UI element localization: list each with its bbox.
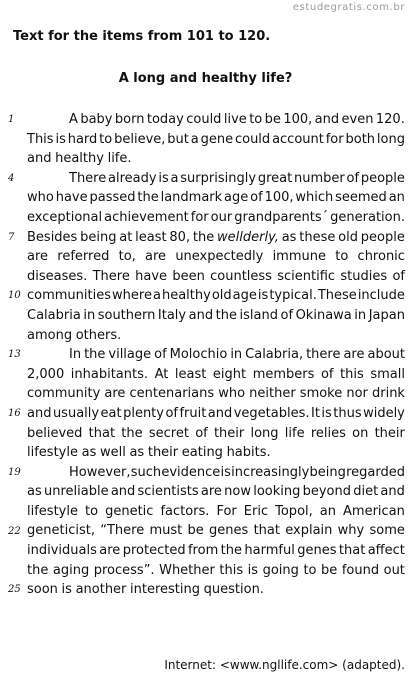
word: believed <box>27 425 83 441</box>
line-number: 7 <box>8 232 15 243</box>
word: grandparents´ <box>234 209 329 225</box>
word: being <box>80 229 117 245</box>
word: 100, <box>264 190 294 206</box>
word: in <box>354 307 367 323</box>
word: Okinawa <box>295 307 352 323</box>
word: of <box>165 405 178 421</box>
word: studies <box>340 268 388 284</box>
word: life. <box>107 151 132 167</box>
word: be <box>321 562 338 578</box>
word: protected <box>122 543 186 559</box>
word: both <box>345 131 376 147</box>
word: aging <box>52 562 90 578</box>
word: question. <box>203 582 264 598</box>
word: countless <box>210 268 272 284</box>
text-line <box>27 404 405 424</box>
word: where <box>112 288 152 304</box>
text-line <box>27 463 405 483</box>
word: there <box>306 347 341 363</box>
word: exceptional <box>27 209 103 225</box>
word: 120. <box>375 112 405 127</box>
word: and <box>110 484 136 500</box>
word: are <box>27 249 49 265</box>
word: their <box>147 445 179 461</box>
word: of <box>320 366 334 382</box>
text-line <box>27 424 405 444</box>
text-line <box>27 228 405 248</box>
word: in <box>83 307 96 323</box>
word: account <box>272 131 324 147</box>
word: found <box>341 562 380 578</box>
text-line <box>27 384 405 404</box>
word: Japan <box>368 307 405 323</box>
word: Molochio <box>169 347 228 363</box>
word: vegetables. <box>233 405 310 421</box>
text-line <box>27 188 405 208</box>
line-number: 19 <box>8 467 21 478</box>
word: For <box>216 503 237 519</box>
word: lifestyle <box>27 445 78 461</box>
word: nor <box>346 386 368 402</box>
word: be <box>264 112 281 127</box>
word: their <box>213 425 245 441</box>
word: include <box>357 288 405 304</box>
word: have <box>135 268 168 284</box>
text-line <box>27 345 405 365</box>
word: evidence <box>161 464 221 480</box>
word: harmful <box>244 543 295 559</box>
line-number: 22 <box>8 526 21 537</box>
text-line <box>27 130 405 150</box>
word: eat <box>100 405 122 421</box>
word: believe, <box>114 131 166 147</box>
text-line <box>27 580 405 600</box>
word: smoke <box>299 386 343 402</box>
word: our <box>210 209 233 225</box>
word: thus <box>333 405 362 421</box>
word: who <box>218 386 246 402</box>
text-line <box>27 149 405 169</box>
word: is <box>55 131 66 147</box>
word: is <box>61 582 72 598</box>
word: There <box>92 268 130 284</box>
word: These <box>317 288 357 304</box>
word: geneticist, <box>27 523 95 539</box>
word: in <box>230 347 243 363</box>
word: A <box>69 112 78 127</box>
word: could <box>234 131 271 147</box>
word: plenty <box>123 405 164 421</box>
word: community <box>27 386 101 402</box>
word: Eric <box>243 503 269 519</box>
word: are <box>145 249 167 265</box>
line-number: 10 <box>8 290 21 301</box>
word: of <box>250 190 263 206</box>
word: is <box>257 288 269 304</box>
word: people <box>360 229 405 245</box>
word: landmark <box>160 190 223 206</box>
word: members <box>252 366 315 382</box>
word: on <box>352 425 369 441</box>
word: of <box>280 307 294 323</box>
word: among <box>27 327 73 343</box>
word: as <box>27 484 42 500</box>
word: to <box>85 503 99 519</box>
word: be <box>187 523 204 539</box>
word: 2,000 <box>27 366 65 382</box>
word: referred <box>57 249 110 265</box>
word: habits. <box>226 445 271 461</box>
line-number: 25 <box>8 584 21 595</box>
word: long <box>250 425 279 441</box>
word: number <box>293 170 345 186</box>
word: old <box>338 229 358 245</box>
word: which <box>295 190 334 206</box>
word: for <box>325 131 344 147</box>
word: are <box>343 347 365 363</box>
text-line <box>27 561 405 581</box>
word: immune <box>272 249 326 265</box>
word: as <box>281 229 297 245</box>
word: affect <box>367 543 405 559</box>
word: regarded <box>346 464 405 480</box>
word: unexpectedly <box>175 249 264 265</box>
word: that <box>88 425 116 441</box>
word: Italy <box>157 307 187 323</box>
line-number: 1 <box>8 114 15 125</box>
word: now <box>224 484 251 500</box>
word: of <box>346 170 360 186</box>
word: and <box>27 151 52 167</box>
word: 100, <box>283 112 313 127</box>
word: In <box>69 347 82 363</box>
text-line <box>27 521 405 541</box>
word: generation. <box>330 209 405 225</box>
word: the <box>84 347 106 363</box>
word: However, <box>69 464 131 480</box>
word: is <box>247 562 259 578</box>
word: scientific <box>277 268 336 284</box>
word: why <box>337 523 365 539</box>
word: eight <box>212 366 247 382</box>
word: Topol, <box>275 503 313 519</box>
word: been <box>172 268 205 284</box>
word: baby <box>80 112 113 127</box>
word: southern <box>97 307 156 323</box>
word: who <box>27 190 54 206</box>
word: such <box>130 464 162 480</box>
word: great <box>257 170 293 186</box>
word: the <box>215 307 237 323</box>
word: life <box>284 425 305 441</box>
word: explain <box>285 523 333 539</box>
word: born <box>114 112 145 127</box>
word: 80, <box>169 229 191 245</box>
section-heading: Text for the items from 101 to 120. <box>13 29 271 44</box>
word: even <box>341 112 374 127</box>
word: people <box>360 170 405 186</box>
word: is <box>158 170 169 186</box>
word: achievement <box>104 209 189 225</box>
text-line <box>27 247 405 267</box>
word: are <box>104 386 126 402</box>
word: that <box>338 543 366 559</box>
word: an <box>388 190 405 206</box>
text-line <box>27 502 405 522</box>
word: genes <box>209 523 249 539</box>
word: interesting <box>130 582 201 598</box>
text-line <box>27 169 405 189</box>
text-line <box>27 208 405 228</box>
word: looking <box>253 484 301 500</box>
word: of <box>392 268 405 284</box>
word: from <box>187 543 219 559</box>
word: This <box>27 131 54 147</box>
word: the <box>137 190 159 206</box>
word: but <box>167 131 189 147</box>
word: least <box>135 229 167 245</box>
word: unreliable <box>43 484 109 500</box>
word: beyond <box>302 484 351 500</box>
word: could <box>186 112 222 127</box>
word: factors. <box>160 503 210 519</box>
word: wellderly, <box>217 229 279 245</box>
word: a <box>152 288 161 304</box>
word: neither <box>249 386 296 402</box>
text-line <box>27 482 405 502</box>
word: “There <box>100 523 145 539</box>
passage-text <box>27 110 405 600</box>
word: widely <box>363 405 405 421</box>
word: eating <box>181 445 223 461</box>
text-line <box>27 541 405 561</box>
word: for <box>190 209 209 225</box>
word: to <box>249 112 263 127</box>
text-line <box>27 286 405 306</box>
source-citation: Internet: <www.ngllife.com> (adapted). <box>164 658 405 672</box>
word: hard <box>67 131 98 147</box>
word: Whether <box>159 562 215 578</box>
word: It <box>310 405 320 421</box>
word: some <box>369 523 405 539</box>
word: individuals <box>27 543 97 559</box>
word: this <box>219 562 244 578</box>
word: age <box>224 190 249 206</box>
word: well <box>99 445 126 461</box>
word: another <box>75 582 127 598</box>
word: chronic <box>357 249 405 265</box>
word: secret <box>148 425 189 441</box>
word: least <box>174 366 207 382</box>
word: long <box>376 131 405 147</box>
word: relies <box>310 425 346 441</box>
word: healthy <box>55 151 104 167</box>
word: soon <box>27 582 58 598</box>
word: American <box>343 503 405 519</box>
word: lifestyle <box>27 503 78 519</box>
word: Calabria <box>27 307 81 323</box>
word: that <box>253 523 280 539</box>
word: out <box>383 562 405 578</box>
word: fruit <box>179 405 207 421</box>
word: typical. <box>269 288 317 304</box>
word: scientists <box>137 484 199 500</box>
word: is <box>321 405 332 421</box>
word: passed <box>89 190 136 206</box>
word: to <box>303 562 317 578</box>
word: old <box>211 288 232 304</box>
line-number: 16 <box>8 408 21 419</box>
line-number: 13 <box>8 349 21 360</box>
text-line <box>27 267 405 287</box>
word: surprisingly <box>180 170 257 186</box>
word: gene <box>200 131 234 147</box>
word: At <box>154 366 169 382</box>
word: about <box>367 347 405 363</box>
word: diseases. <box>27 268 88 284</box>
word: others. <box>75 327 122 343</box>
word: diet <box>353 484 379 500</box>
word: already <box>108 170 157 186</box>
word: at <box>119 229 133 245</box>
word: and <box>380 484 405 500</box>
watermark: estudegratis.com.br <box>292 2 405 13</box>
word: healthy <box>161 288 211 304</box>
word: genes <box>297 543 337 559</box>
word: increasingly <box>231 464 310 480</box>
word: of <box>154 347 167 363</box>
word: seemed <box>335 190 387 206</box>
word: the <box>27 562 49 578</box>
word: centenarians <box>129 386 215 402</box>
word: village <box>108 347 152 363</box>
word: a <box>170 170 179 186</box>
word: and <box>314 112 340 127</box>
word: to <box>335 249 349 265</box>
word: the <box>220 543 242 559</box>
word: is <box>220 464 231 480</box>
line-number: 4 <box>8 173 15 184</box>
word: island <box>239 307 278 323</box>
word: have <box>55 190 88 206</box>
word: drink <box>371 386 405 402</box>
word: communities <box>27 288 111 304</box>
text-line <box>27 326 405 346</box>
word: and <box>27 405 52 421</box>
word: usually <box>52 405 100 421</box>
word: must <box>149 523 183 539</box>
word: process”. <box>93 562 155 578</box>
word: and <box>188 307 214 323</box>
text-line <box>27 443 405 463</box>
word: inhabitants. <box>70 366 149 382</box>
word: a <box>190 131 199 147</box>
word: to, <box>118 249 136 265</box>
word: to <box>99 131 113 147</box>
word: as <box>81 445 97 461</box>
word: this <box>340 366 364 382</box>
word: as <box>129 445 145 461</box>
word: live <box>223 112 247 127</box>
word: and <box>207 405 233 421</box>
word: genetic <box>105 503 154 519</box>
text-line <box>27 365 405 385</box>
text-line <box>27 110 405 130</box>
word: Calabria, <box>245 347 304 363</box>
word: today <box>146 112 184 127</box>
word: are <box>99 543 121 559</box>
word: these <box>299 229 336 245</box>
text-line <box>27 306 405 326</box>
word: the <box>192 229 215 245</box>
word: the <box>121 425 143 441</box>
word: an <box>319 503 336 519</box>
word: are <box>200 484 222 500</box>
word: their <box>374 425 405 441</box>
word: going <box>262 562 299 578</box>
word: age <box>232 288 257 304</box>
word: small <box>370 366 405 382</box>
word: being <box>309 464 346 480</box>
text-title: A long and healthy life? <box>118 71 293 86</box>
word: of <box>195 425 208 441</box>
word: Besides <box>27 229 78 245</box>
word: There <box>69 170 107 186</box>
